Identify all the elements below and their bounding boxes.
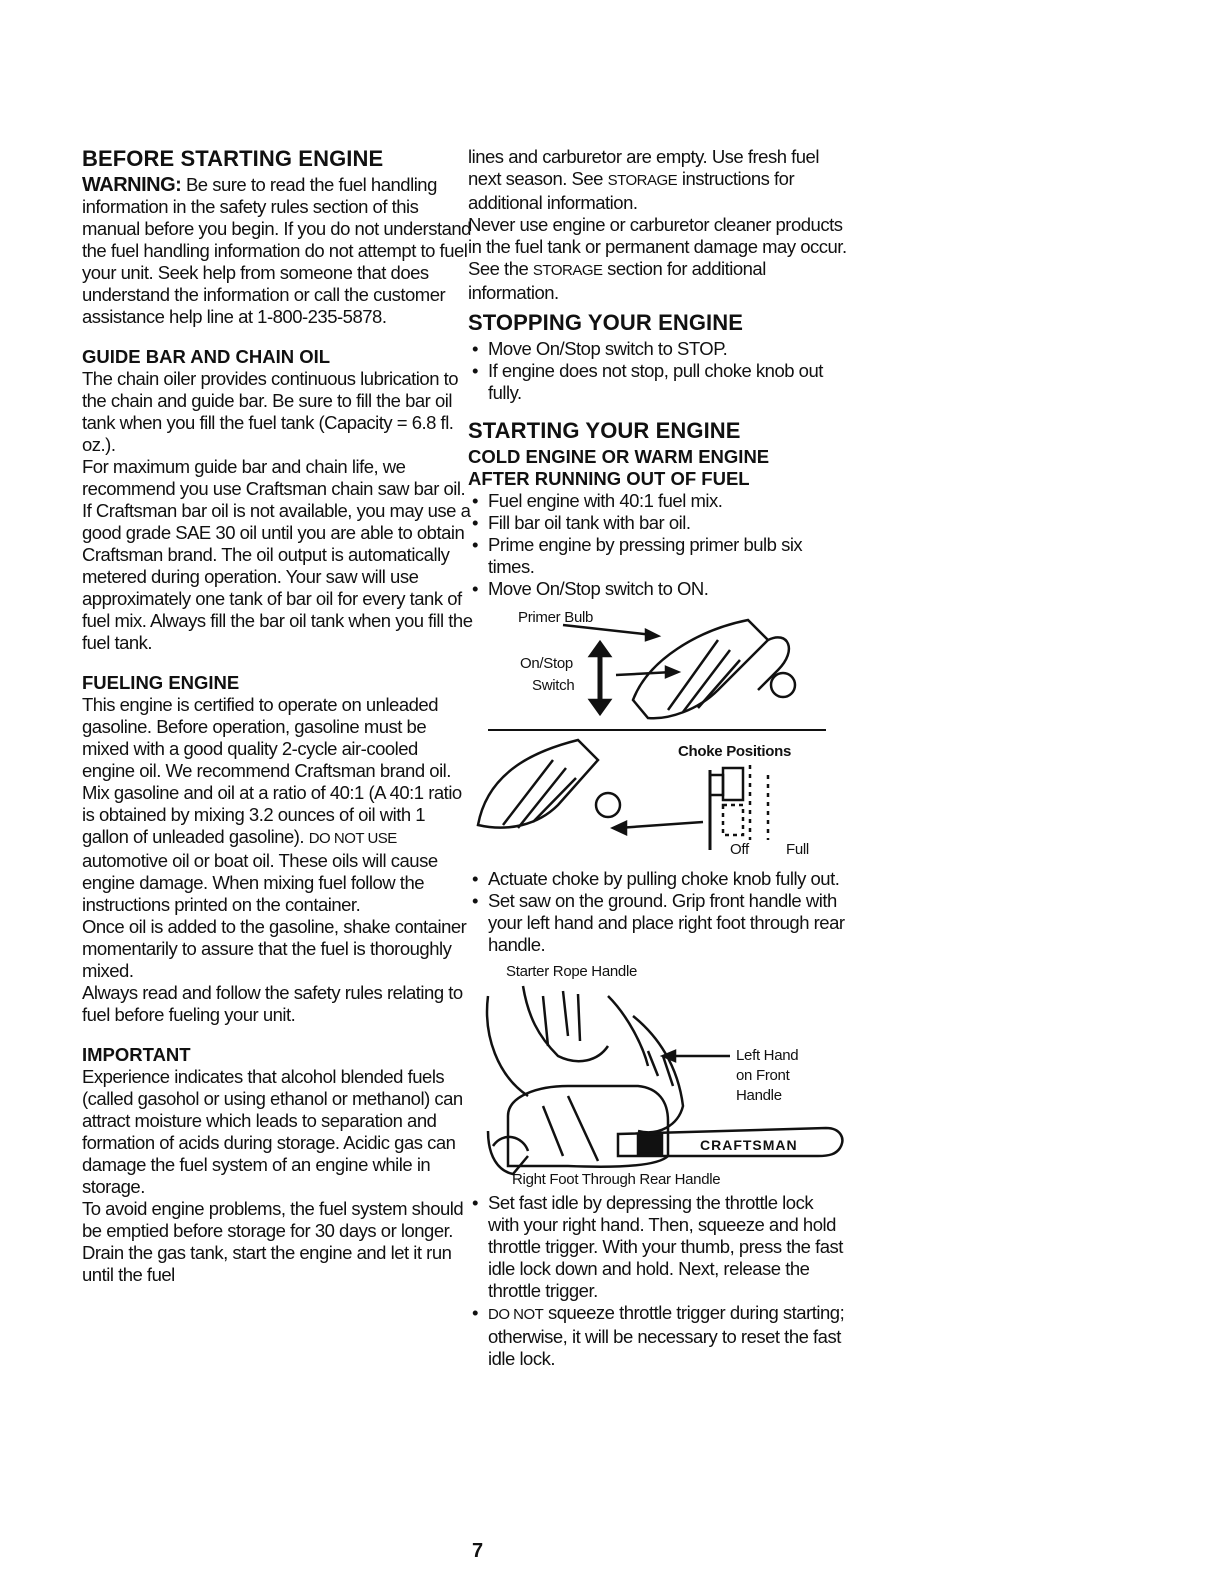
list-item: • If engine does not stop, pull choke knob out fully. (468, 360, 848, 404)
do-not-use-label: DO NOT USE (308, 830, 397, 847)
starting-position-figure (468, 956, 848, 1192)
stopping-title: STOPPING YOUR ENGINE (468, 310, 744, 335)
warning-text: Be sure to read the fuel handling information in the safety rules section of this manual before you begin. If you do not understand the fuel handling information do not attempt to fuel your unit. Seek help from someone that does understand the information or call the customer assistance help line at 1-800-235-5878. (82, 174, 471, 327)
warning-label: WARNING: (82, 174, 182, 196)
continued-text-c: See the (468, 258, 529, 279)
choke-positions-label: Choke Positions (678, 743, 792, 760)
choke-off-label: Off (730, 841, 749, 858)
on-stop-label: On/Stop (520, 655, 573, 672)
list-item: • Set saw on the ground. Grip front handle with your left hand and place right foot through rear handle. (468, 890, 848, 956)
important-paragraph-1: Experience indicates that alcohol blended fuels (called gasohol or using ethanol or methanol) can attract moisture which leads to separation and formation of acids during storage. Acidic gas can damage the fuel system of an engine while in storage. (82, 1066, 463, 1197)
guide-bar-title: GUIDE BAR AND CHAIN OIL (82, 346, 331, 367)
list-item: • Actuate choke by pulling choke knob fully out. (468, 868, 848, 890)
starting-position-illustration (468, 956, 848, 1192)
fueling-paragraph-1 (82, 694, 474, 916)
list-item: • Fuel engine with 40:1 fuel mix. (468, 490, 848, 512)
left-hand-label-3: Handle (736, 1087, 782, 1104)
cold-engine-list (468, 490, 848, 600)
fueling-paragraph-2: Once oil is added to the gasoline, shake container momentarily to assure that the fuel is thoroughly mixed. (82, 916, 467, 981)
guide-bar-paragraph-1: The chain oiler provides continuous lubrication to the chain and guide bar. Be sure to fill the bar oil tank when you fill the fuel tank (Capacity = 6.8 fl. oz.). (82, 368, 459, 455)
choke-full-label: Full (786, 841, 809, 858)
switch-choke-figure (468, 600, 848, 868)
list-item: • Set fast idle by depressing the throttle lock with your right hand. Then, squeeze and hold throttle trigger. With your thumb, press the fast idle lock down and hold. Next, release the throttle trigger. (468, 1192, 848, 1302)
continued-paragraph-1 (468, 146, 848, 214)
left-hand-label-2: on Front (736, 1067, 790, 1084)
list-item: • Move On/Stop switch to STOP. (468, 338, 848, 360)
list-item (468, 1302, 848, 1370)
stopping-list (468, 338, 848, 404)
guide-bar-paragraph-2: For maximum guide bar and chain life, we recommend you use Craftsman chain saw bar oil. If Craftsman bar oil is not available, you may use a good grade SAE 30 oil until you are able to obtain Craftsman brand. The oil output is automatically metered during operation. Your saw will use approximately one tank of bar oil for every tank of fuel mix. Always fill the bar oil tank when you fill the fuel tank. (82, 456, 473, 653)
idle-list (468, 1192, 848, 1370)
before-starting-title: BEFORE STARTING ENGINE (82, 146, 384, 171)
continued-text-d: section for additional information. (468, 258, 766, 303)
switch-label: Switch (532, 677, 575, 694)
fueling-paragraph-3: Always read and follow the safety rules relating to fuel before fueling your unit. (82, 982, 463, 1025)
list-item: • Prime engine by pressing primer bulb six times. (468, 534, 848, 578)
switch-choke-illustration (468, 600, 848, 868)
continued-paragraph-2: Never use engine or carburetor cleaner products in the fuel tank or permanent damage may occur. (468, 214, 847, 257)
craftsman-logo: CRAFTSMAN (700, 1137, 798, 1153)
starting-title: STARTING YOUR ENGINE (468, 418, 741, 443)
continued-paragraph-3 (468, 258, 848, 304)
starter-rope-label: Starter Rope Handle (506, 963, 638, 980)
fueling-title: FUELING ENGINE (82, 672, 240, 693)
continued-text-a: lines and carburetor are empty. Use fresh fuel next season. See (468, 146, 819, 189)
list-item: • Move On/Stop switch to ON. (468, 578, 848, 600)
left-hand-label-1: Left Hand (736, 1047, 799, 1064)
fueling-text-b: automotive oil or boat oil. These oils will cause engine damage. When mixing fuel follow the instructions printed on the container. (82, 850, 438, 915)
storage-word-2: STORAGE (532, 262, 603, 279)
page-number: 7 (472, 1540, 484, 1562)
important-paragraph-2: To avoid engine problems, the fuel system should be emptied before storage for 30 days or longer. Drain the gas tank, start the engine and let it run until the fuel (82, 1198, 464, 1285)
left-column (82, 146, 474, 1286)
warning-paragraph (82, 174, 474, 328)
important-title: IMPORTANT (82, 1044, 191, 1065)
choke-list (468, 868, 848, 956)
storage-word: STORAGE (607, 172, 678, 189)
fueling-text-a: This engine is certified to operate on unleaded gasoline. Before operation, gasoline must be mixed with a good quality 2-cycle air-cooled engine oil. We recommend Craftsman brand oil. Mix gasoline and oil at a ratio of 40:1 (A 40:1 ratio is obtained by mixing 3.2 ounces of oil with 1 gallon of unleaded gasoline). (82, 694, 462, 847)
cold-engine-title-2: AFTER RUNNING OUT OF FUEL (468, 468, 750, 489)
right-foot-label: Right Foot Through Rear Handle (512, 1171, 721, 1188)
do-not-label: DO NOT (488, 1306, 544, 1323)
right-column (468, 146, 848, 1370)
do-not-text: squeeze throttle trigger during starting; otherwise, it will be necessary to reset the fast idle lock. (488, 1302, 845, 1369)
continued-text-b: instructions for additional information. (468, 168, 795, 213)
primer-bulb-label: Primer Bulb (518, 609, 594, 626)
cold-engine-title-1: COLD ENGINE OR WARM ENGINE (468, 446, 770, 467)
list-item: • Fill bar oil tank with bar oil. (468, 512, 848, 534)
